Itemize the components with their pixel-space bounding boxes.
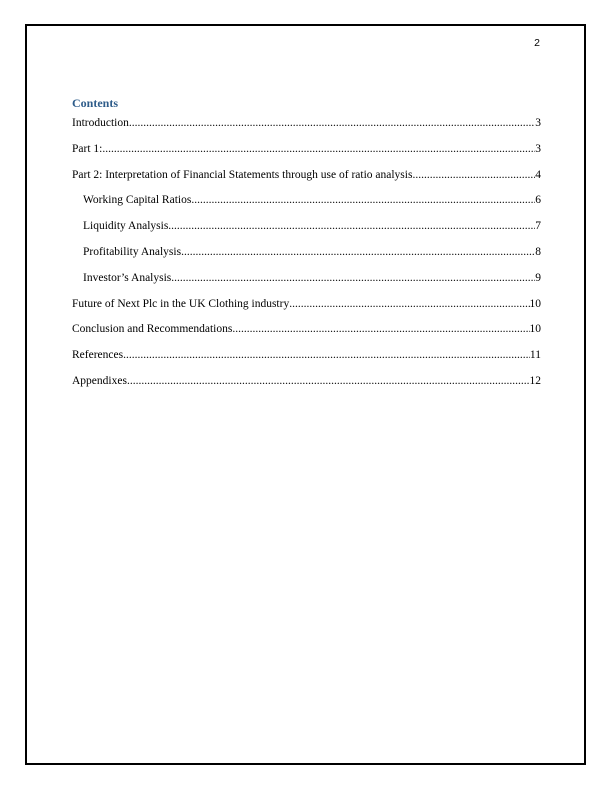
toc-entry-part-1[interactable]: [72, 143, 541, 169]
toc-entry-profitability-analysis[interactable]: [72, 246, 541, 272]
toc-entry-title: Part 2: Interpretation of Financial Statements through use of ratio analysis: [72, 168, 413, 181]
toc-entry-page: 7: [535, 220, 541, 233]
toc-dot-leader: [412, 169, 535, 182]
toc-entry-page: 3: [535, 142, 541, 155]
table-of-contents: [72, 117, 541, 401]
toc-dot-leader: [171, 272, 535, 285]
toc-dot-leader: [232, 323, 529, 336]
toc-entry-title: Investor’s Analysis: [83, 271, 172, 284]
toc-entry-title: Future of Next Plc in the UK Clothing industry: [72, 297, 290, 310]
page-number: 2: [534, 37, 540, 49]
toc-entry-title: Liquidity Analysis: [83, 220, 169, 233]
toc-entry-title: Conclusion and Recommendations: [72, 323, 233, 336]
toc-entry-title: Introduction: [72, 117, 129, 129]
toc-dot-leader: [127, 375, 530, 388]
toc-entry-page: 9: [535, 271, 541, 284]
toc-dot-leader: [191, 194, 535, 207]
toc-entry-references[interactable]: [72, 349, 541, 375]
toc-entry-title: Appendixes: [72, 374, 127, 387]
toc-entry-part-2[interactable]: [72, 169, 541, 195]
toc-dot-leader: [181, 246, 535, 259]
toc-dot-leader: [129, 117, 535, 130]
toc-entry-page: 3: [535, 117, 541, 129]
toc-entry-page: 11: [529, 349, 541, 362]
toc-entry-title: Profitability Analysis: [83, 245, 182, 258]
toc-entry-page: 10: [529, 323, 541, 336]
toc-entry-page: 8: [535, 245, 541, 258]
toc-entry-appendixes[interactable]: [72, 375, 541, 401]
toc-entry-future-of-next-plc[interactable]: [72, 298, 541, 324]
toc-entry-page: 6: [535, 194, 541, 207]
toc-entry-title: References: [72, 349, 124, 362]
toc-entry-liquidity-analysis[interactable]: [72, 220, 541, 246]
toc-entry-title: Working Capital Ratios: [83, 194, 192, 207]
toc-dot-leader: [289, 298, 529, 311]
toc-entry-working-capital-ratios[interactable]: [72, 194, 541, 220]
toc-dot-leader: [123, 349, 530, 362]
toc-entry-conclusion[interactable]: [72, 323, 541, 349]
toc-entry-page: 12: [529, 374, 541, 387]
toc-entry-investors-analysis[interactable]: [72, 272, 541, 298]
toc-dot-leader: [102, 143, 535, 156]
toc-entry-page: 4: [535, 168, 541, 181]
toc-entry-page: 10: [529, 297, 541, 310]
toc-entry-title: Part 1:: [72, 142, 103, 155]
toc-dot-leader: [168, 220, 535, 233]
toc-heading: Contents: [72, 96, 119, 110]
toc-entry-introduction[interactable]: [72, 117, 541, 143]
